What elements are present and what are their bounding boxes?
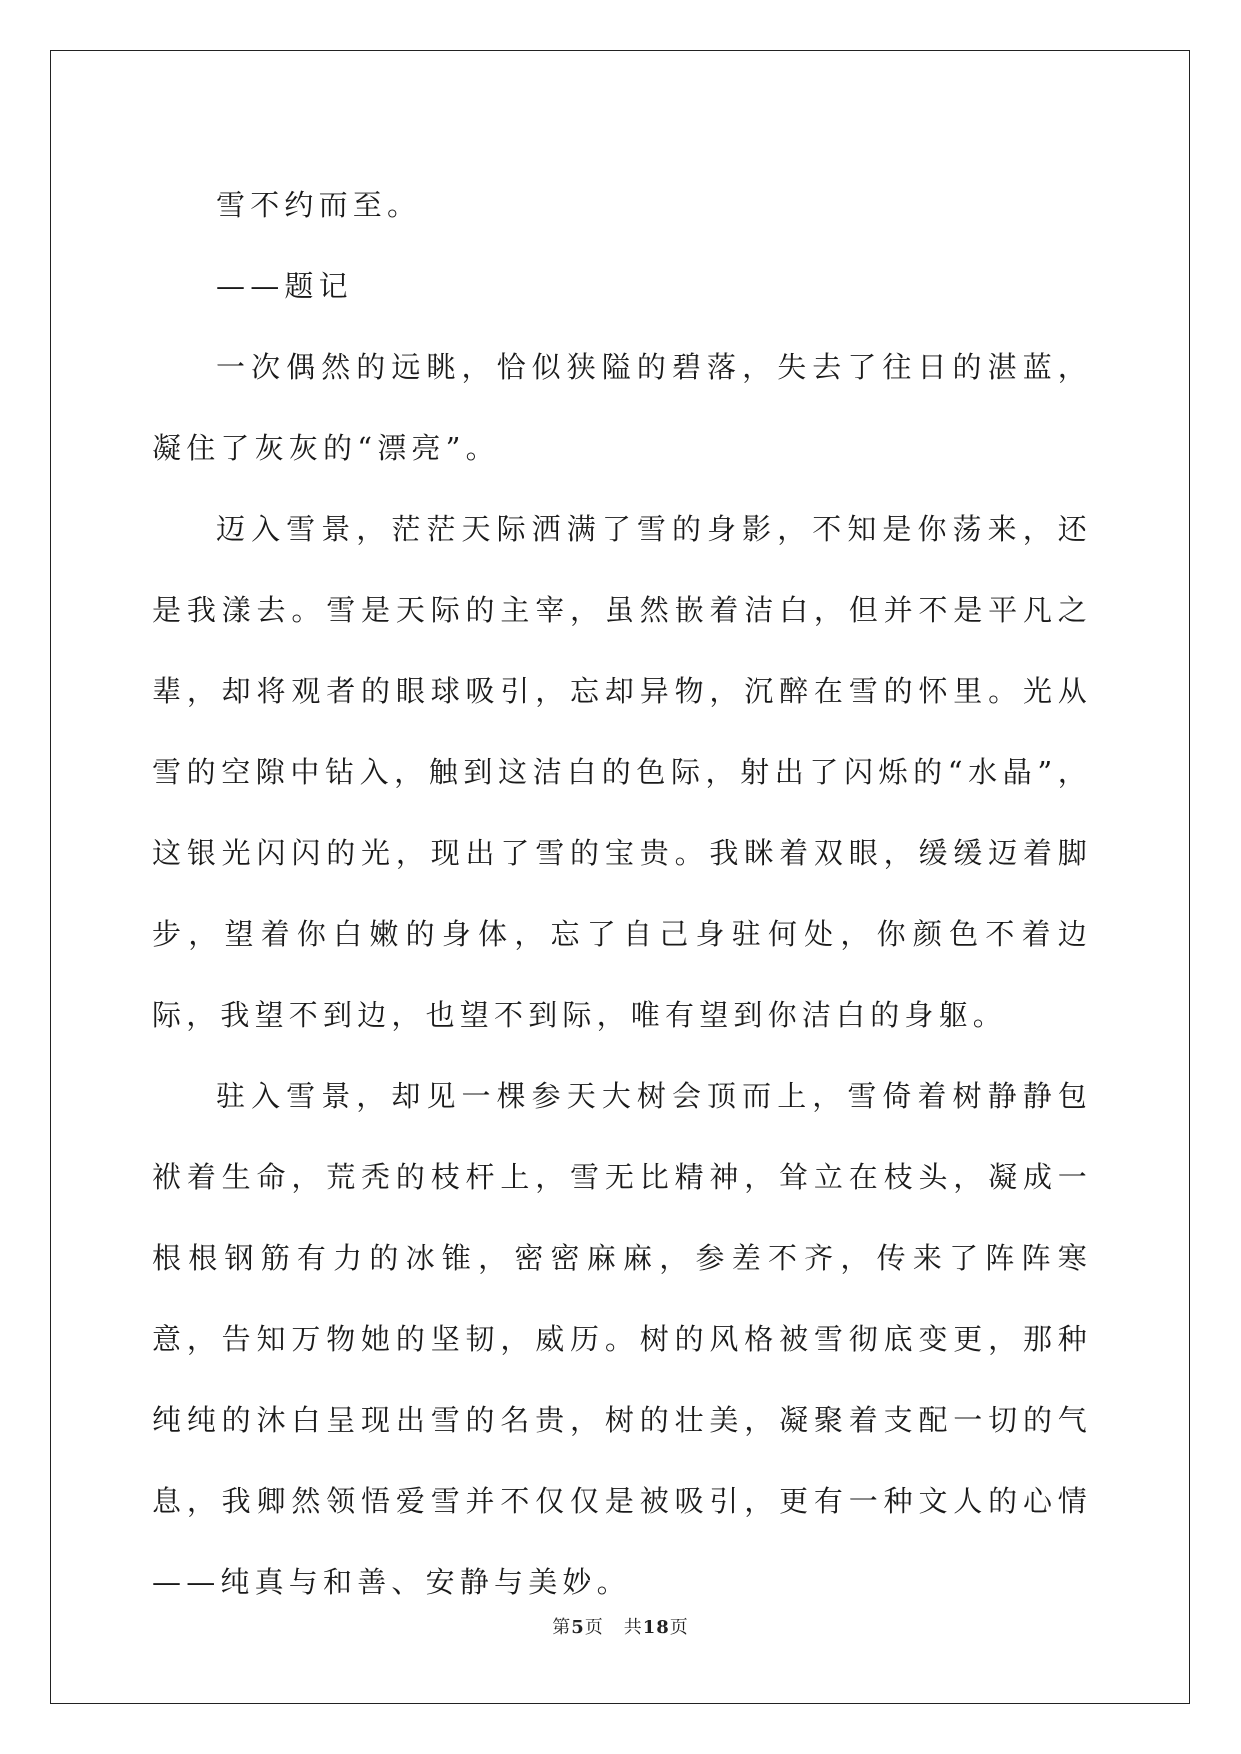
total-pages: 18 [642, 1617, 670, 1638]
page-footer [0, 1613, 1241, 1639]
page-suffix: 页 [584, 1617, 604, 1638]
paragraph: ——题记 [216, 269, 353, 303]
paragraph: 驻入雪景，却见一棵参天大树会顶而上，雪倚着树静静包袱着生命，荒秃的枝杆上，雪无比精神，耸立在枝头，凝成一根根钢筋有力的冰锥，密密麻麻，参差不齐，传来了阵阵寒意，告知万物她的坚韧，威历。树的风格被雪彻底变更，那种纯纯的沐白呈现出雪的名贵，树的壮美，凝聚着支配一切的气息，我卿然领悟爱雪并不仅仅是被吸引，更有一种文人的心情——纯真与和善、安静与美妙。 [152, 1079, 1092, 1599]
page-prefix: 第 [552, 1617, 572, 1638]
page-number: 5 [571, 1617, 585, 1638]
document-body [152, 165, 1092, 1623]
paragraph: 迈入雪景，茫茫天际洒满了雪的身影，不知是你荡来，还是我漾去。雪是天际的主宰，虽然嵌着洁白，但并不是平凡之辈，却将观者的眼球吸引，忘却异物，沉醉在雪的怀里。光从雪的空隙中钻入，触到这洁白的色际，射出了闪烁的“水晶”，这银光闪闪的光，现出了雪的宝贵。我眯着双眼，缓缓迈着脚步，望着你白嫩的身体，忘了自己身驻何处，你颜色不着边际，我望不到边，也望不到际，唯有望到你洁白的身躯。 [152, 512, 1092, 1032]
total-suffix: 页 [669, 1617, 689, 1638]
paragraph: 雪不约而至。 [216, 188, 422, 222]
paragraph: 一次偶然的远眺，恰似狭隘的碧落，失去了往日的湛蓝，凝住了灰灰的“漂亮”。 [152, 350, 1092, 465]
total-prefix: 共 [623, 1617, 643, 1638]
